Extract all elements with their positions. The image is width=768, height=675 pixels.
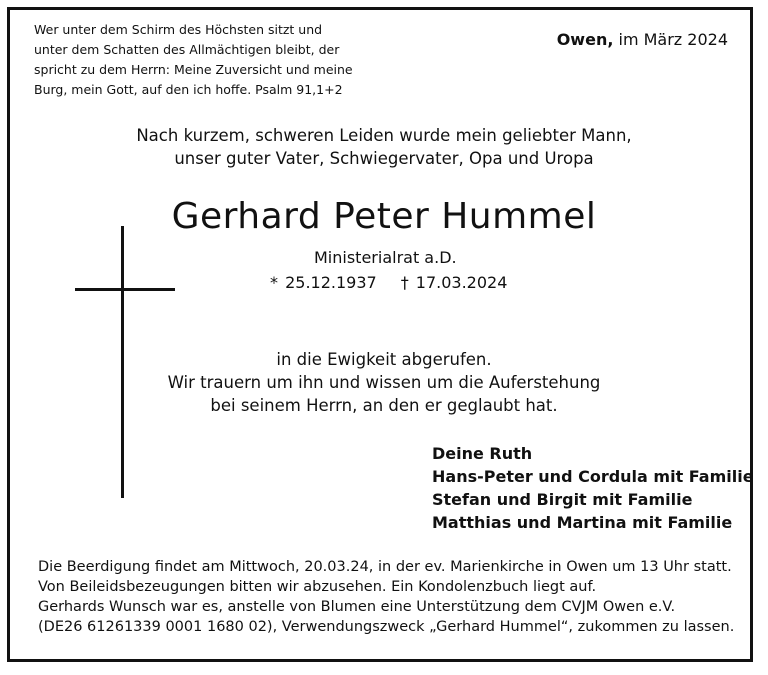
family-member: Deine Ruth xyxy=(432,444,533,463)
psalm-line: unter dem Schatten des Allmächtigen bleibt, der xyxy=(34,42,340,57)
psalm-quote xyxy=(34,20,364,100)
deceased-title: Ministerialrat a.D. xyxy=(314,248,457,267)
death-date: † 17.03.2024 xyxy=(400,273,508,292)
intro-text xyxy=(0,124,768,170)
intro-line: Nach kurzem, schweren Leiden wurde mein geliebter Mann, xyxy=(136,126,632,145)
deceased-name: Gerhard Peter Hummel xyxy=(171,196,597,237)
date: im März 2024 xyxy=(613,30,728,49)
family-member: Stefan und Birgit mit Familie xyxy=(432,490,693,509)
birth-date: * 25.12.1937 xyxy=(270,273,377,292)
called-line: Wir trauern um ihn und wissen um die Auferstehung xyxy=(167,373,601,392)
life-dates xyxy=(270,273,507,292)
funeral-notice xyxy=(38,557,734,637)
called-line: bei seinem Herrn, an den er geglaubt hat. xyxy=(210,396,558,415)
notice-line: Gerhards Wunsch war es, anstelle von Blumen eine Unterstützung dem CVJM Owen e.V. xyxy=(38,599,676,615)
place: Owen, xyxy=(556,30,614,49)
notice-line: Die Beerdigung findet am Mittwoch, 20.03.24, in der ev. Marienkirche in Owen um 13 Uhr statt. xyxy=(38,559,732,575)
called-text xyxy=(0,348,768,417)
psalm-line: spricht zu dem Herrn: Meine Zuversicht und meine xyxy=(34,62,353,77)
family-member: Hans-Peter und Cordula mit Familie xyxy=(432,467,754,486)
called-line: in die Ewigkeit abgerufen. xyxy=(276,350,492,369)
intro-line: unser guter Vater, Schwiegervater, Opa und Uropa xyxy=(174,149,594,168)
psalm-line: Burg, mein Gott, auf den ich hoffe. Psalm 91,1+2 xyxy=(34,82,343,97)
notice-line: (DE26 61261339 0001 1680 02), Verwendungszweck „Gerhard Hummel“, zukommen zu lassen. xyxy=(38,619,735,635)
family-member: Matthias und Martina mit Familie xyxy=(432,513,733,532)
notice-line: Von Beileidsbezeugungen bitten wir abzusehen. Ein Kondolenzbuch liegt auf. xyxy=(38,579,597,595)
place-date xyxy=(557,30,728,49)
family-list xyxy=(432,442,754,534)
psalm-line: Wer unter dem Schirm des Höchsten sitzt und xyxy=(34,22,323,37)
